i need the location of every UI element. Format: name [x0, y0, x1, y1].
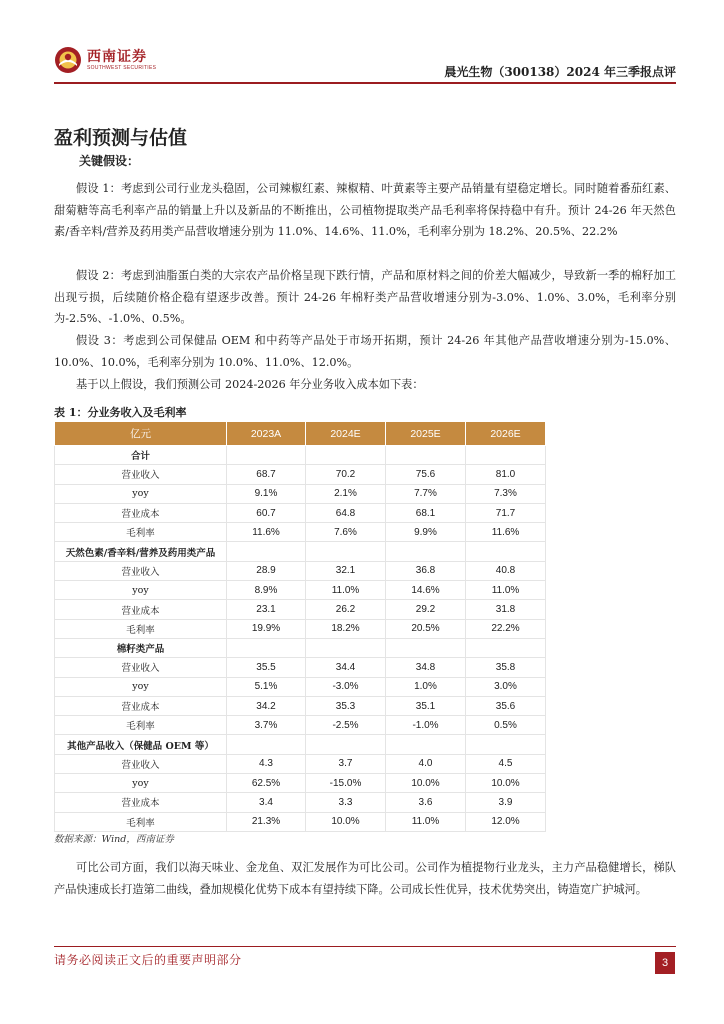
forecast-intro-paragraph: 基于以上假设，我们预测公司 2024-2026 年分业务收入成本如下表： — [76, 378, 424, 391]
logo-name-en: SOUTHWEST SECURITIES — [87, 64, 157, 71]
table-cell: 60.7 — [227, 503, 306, 522]
table-header-row — [55, 422, 546, 446]
table-row — [55, 812, 546, 831]
table-group-label: 其他产品收入（保健品 OEM 等） — [55, 735, 227, 754]
table-empty-cell — [386, 542, 466, 561]
table-empty-cell — [306, 638, 386, 657]
table-row — [55, 619, 546, 638]
table-row-label: 营业收入 — [55, 561, 227, 580]
table-cell: 3.6 — [386, 793, 466, 812]
table-cell: 34.2 — [227, 696, 306, 715]
table-cell: 18.2% — [306, 619, 386, 638]
table-cell: 9.1% — [227, 484, 306, 503]
footer-divider — [54, 946, 676, 947]
table-group-row — [55, 542, 546, 561]
table-cell: 26.2 — [306, 600, 386, 619]
table-row-label: 毛利率 — [55, 812, 227, 831]
table-header-cell: 2024E — [306, 422, 386, 446]
table-header-cell: 亿元 — [55, 422, 227, 446]
table-row — [55, 716, 546, 735]
table-cell: 35.8 — [466, 658, 546, 677]
table-cell: 0.5% — [466, 716, 546, 735]
table-cell: 7.3% — [466, 484, 546, 503]
table-cell: 75.6 — [386, 465, 466, 484]
table-row — [55, 523, 546, 542]
table-row-label: yoy — [55, 677, 227, 696]
table-row-label: 毛利率 — [55, 716, 227, 735]
table-cell: 81.0 — [466, 465, 546, 484]
table-empty-cell — [227, 446, 306, 465]
table-empty-cell — [306, 542, 386, 561]
table-cell: 3.3 — [306, 793, 386, 812]
table-empty-cell — [306, 735, 386, 754]
table-cell: 7.7% — [386, 484, 466, 503]
table-group-row — [55, 446, 546, 465]
table-cell: 10.0% — [466, 774, 546, 793]
table-cell: 64.8 — [306, 503, 386, 522]
table-row-label: 毛利率 — [55, 619, 227, 638]
table-header-cell: 2023A — [227, 422, 306, 446]
table-group-row — [55, 735, 546, 754]
table-cell: 11.0% — [466, 581, 546, 600]
table-row — [55, 696, 546, 715]
table-row-label: 营业成本 — [55, 503, 227, 522]
table-cell: 10.0% — [306, 812, 386, 831]
table-cell: 29.2 — [386, 600, 466, 619]
table-row — [55, 658, 546, 677]
logo-name-cn: 西南证券 — [87, 48, 147, 65]
table-cell: 70.2 — [306, 465, 386, 484]
table-cell: 40.8 — [466, 561, 546, 580]
table-cell: 3.4 — [227, 793, 306, 812]
logo-emblem-icon — [54, 46, 82, 74]
table-empty-cell — [386, 638, 466, 657]
table-row-label: yoy — [55, 774, 227, 793]
table-empty-cell — [386, 735, 466, 754]
table-cell: 68.7 — [227, 465, 306, 484]
table-empty-cell — [466, 735, 546, 754]
table-cell: -1.0% — [386, 716, 466, 735]
assumption-3-paragraph: 假设 3：考虑到公司保健品 OEM 和中药等产品处于市场开拓期，预计 24-26 年其他产品营收增速分别为-15.0%、10.0%、10.0%，毛利率分别为 10.0%、11.0%、12.0%。 — [54, 334, 676, 369]
table-row — [55, 581, 546, 600]
table-empty-cell — [227, 542, 306, 561]
table-cell: 5.1% — [227, 677, 306, 696]
table-row — [55, 561, 546, 580]
table-cell: 34.4 — [306, 658, 386, 677]
table-cell: 3.0% — [466, 677, 546, 696]
table-row — [55, 503, 546, 522]
table-cell: 36.8 — [386, 561, 466, 580]
table-row-label: yoy — [55, 484, 227, 503]
table-cell: 32.1 — [306, 561, 386, 580]
table-row — [55, 465, 546, 484]
table-cell: 3.7% — [227, 716, 306, 735]
table-cell: 11.0% — [386, 812, 466, 831]
table-cell: 28.9 — [227, 561, 306, 580]
table-group-row — [55, 638, 546, 657]
comparable-companies-paragraph: 可比公司方面，我们以海天味业、金龙鱼、双汇发展作为可比公司。公司作为植提物行业龙头，主力产品稳健增长，梯队产品快速成长打造第二曲线，叠加规模化优势下成本有望持续下降。公司成长性优异，技术优势突出，铸造宽广护城河。 — [54, 861, 676, 896]
table-empty-cell — [466, 638, 546, 657]
table-row-label: 营业收入 — [55, 465, 227, 484]
table-row-label: 营业收入 — [55, 658, 227, 677]
table-cell: 11.6% — [466, 523, 546, 542]
table-body — [55, 446, 546, 832]
table-cell: 9.9% — [386, 523, 466, 542]
segment-revenue-table — [54, 421, 546, 832]
table-cell: 35.3 — [306, 696, 386, 715]
table-group-label: 合计 — [55, 446, 227, 465]
data-source-note: 数据来源：Wind，西南证券 — [54, 834, 174, 845]
table-row — [55, 793, 546, 812]
table-cell: 35.5 — [227, 658, 306, 677]
table-cell: 34.8 — [386, 658, 466, 677]
table-row-label: 营业成本 — [55, 696, 227, 715]
table-empty-cell — [386, 446, 466, 465]
table-empty-cell — [466, 542, 546, 561]
table-cell: 8.9% — [227, 581, 306, 600]
table-row — [55, 484, 546, 503]
table-cell: 3.7 — [306, 754, 386, 773]
table-empty-cell — [227, 735, 306, 754]
table-row — [55, 754, 546, 773]
table-empty-cell — [466, 446, 546, 465]
table-cell: 68.1 — [386, 503, 466, 522]
table-cell: 12.0% — [466, 812, 546, 831]
table-row — [55, 774, 546, 793]
table-cell: 35.6 — [466, 696, 546, 715]
table-cell: 21.3% — [227, 812, 306, 831]
table-cell: 35.1 — [386, 696, 466, 715]
table-cell: -2.5% — [306, 716, 386, 735]
table-group-label: 天然色素/香辛料/营养及药用类产品 — [55, 542, 227, 561]
assumption-2-paragraph: 假设 2：考虑到油脂蛋白类的大宗农产品价格呈现下跌行情，产品和原材料之间的价差大幅减少，导致新一季的棉籽加工出现亏损，后续随价格企稳有望逐步改善。预计 24-26 年棉籽类产品营收增速分别为-3.0%、1.0%、3.0%，毛利率分别为-2.5%、-1.0%、0.5%。 — [54, 269, 676, 325]
table-cell: 62.5% — [227, 774, 306, 793]
assumption-1-paragraph: 假设 1：考虑到公司行业龙头稳固，公司辣椒红素、辣椒精、叶黄素等主要产品销量有望稳定增长。同时随着番茄红素、甜菊糖等高毛利率产品的销量上升以及新品的不断推出，公司植物提取类产品毛利率将保持稳中有升。预计 24-26 年天然色素/香辛料/营养及药用类产品营收增速分别为 11.0%、14.6%、11.0%，毛利率分别为 18.2%、20.5%、22.2% — [54, 182, 676, 238]
table-header-cell: 2025E — [386, 422, 466, 446]
table-cell: 20.5% — [386, 619, 466, 638]
table-cell: 19.9% — [227, 619, 306, 638]
table-header-cell: 2026E — [466, 422, 546, 446]
section-title: 盈利预测与估值 — [54, 127, 188, 149]
table-cell: 1.0% — [386, 677, 466, 696]
table-row-label: 营业收入 — [55, 754, 227, 773]
table-row — [55, 600, 546, 619]
table-cell: 4.5 — [466, 754, 546, 773]
table-row-label: 营业成本 — [55, 600, 227, 619]
table-row-label: yoy — [55, 581, 227, 600]
table-row-label: 营业成本 — [55, 793, 227, 812]
key-assumptions-heading: 关键假设： — [79, 154, 140, 168]
table-cell: -15.0% — [306, 774, 386, 793]
table-row-label: 毛利率 — [55, 523, 227, 542]
table-cell: 14.6% — [386, 581, 466, 600]
table-cell: 22.2% — [466, 619, 546, 638]
table-cell: 4.3 — [227, 754, 306, 773]
report-title: 晨光生物（300138）2024 年三季报点评 — [444, 65, 676, 79]
disclaimer-notice: 请务必阅读正文后的重要声明部分 — [54, 953, 242, 967]
table-caption: 表 1：分业务收入及毛利率 — [54, 406, 187, 419]
table-cell: 7.6% — [306, 523, 386, 542]
table-empty-cell — [227, 638, 306, 657]
table-row — [55, 677, 546, 696]
table-cell: 11.6% — [227, 523, 306, 542]
table-cell: 10.0% — [386, 774, 466, 793]
table-cell: -3.0% — [306, 677, 386, 696]
table-cell: 4.0 — [386, 754, 466, 773]
company-logo — [54, 46, 156, 74]
table-cell: 31.8 — [466, 600, 546, 619]
table-cell: 71.7 — [466, 503, 546, 522]
table-group-label: 棉籽类产品 — [55, 638, 227, 657]
table-empty-cell — [306, 446, 386, 465]
table-cell: 3.9 — [466, 793, 546, 812]
table-cell: 23.1 — [227, 600, 306, 619]
page-number: 3 — [655, 952, 675, 974]
table-cell: 2.1% — [306, 484, 386, 503]
table-cell: 11.0% — [306, 581, 386, 600]
page-header — [54, 40, 676, 84]
